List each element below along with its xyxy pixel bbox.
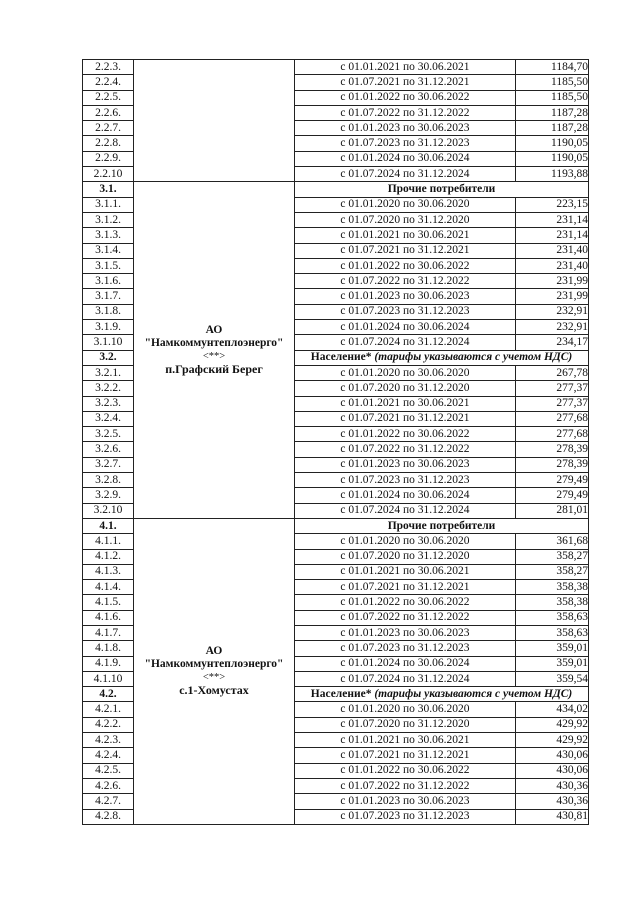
row-value: 223,15 [516,197,589,212]
row-period: с 01.07.2020 по 31.12.2020 [295,212,516,227]
row-period: с 01.01.2024 по 30.06.2024 [295,151,516,166]
row-value: 277,37 [516,396,589,411]
row-period: с 01.07.2024 по 31.12.2024 [295,671,516,686]
row-number: 4.2.7. [83,794,134,809]
row-number: 4.2.1. [83,702,134,717]
row-period: с 01.07.2022 по 31.12.2022 [295,778,516,793]
row-period: с 01.07.2023 по 31.12.2023 [295,473,516,488]
row-period: с 01.01.2020 по 30.06.2020 [295,534,516,549]
group-label-cell [295,350,589,365]
row-value: 359,01 [516,641,589,656]
row-number: 4.1.4. [83,580,134,595]
group-label-cell [295,182,589,197]
row-number: 3.1.2. [83,212,134,227]
group-header-row [83,518,589,533]
row-period: с 01.07.2023 по 31.12.2023 [295,641,516,656]
row-value: 279,49 [516,473,589,488]
row-number: 3.1.10 [83,335,134,350]
row-value: 430,06 [516,748,589,763]
row-period: с 01.07.2024 по 31.12.2024 [295,335,516,350]
row-value: 277,68 [516,427,589,442]
row-period: с 01.01.2021 по 30.06.2021 [295,733,516,748]
row-period: с 01.01.2024 по 30.06.2024 [295,656,516,671]
group-label: Прочие потребители [387,519,496,532]
row-period: с 01.01.2021 по 30.06.2021 [295,228,516,243]
row-value: 234,17 [516,335,589,350]
row-number: 2.2.5. [83,90,134,105]
org-footnote-mark: <**> [202,672,226,684]
row-period: с 01.01.2022 по 30.06.2022 [295,258,516,273]
row-number: 4.2.3. [83,733,134,748]
table-row [83,60,589,75]
group-note: (тарифы указываются с учетом НДС) [374,351,573,364]
org-location: п.Графский Берег [165,362,263,377]
row-value: 267,78 [516,365,589,380]
row-value: 358,38 [516,580,589,595]
row-value: 231,99 [516,274,589,289]
row-value: 430,81 [516,809,589,824]
row-number: 3.2.10 [83,503,134,518]
row-number: 3.2.4. [83,411,134,426]
row-period: с 01.07.2022 по 31.12.2022 [295,610,516,625]
row-number: 3.1.7. [83,289,134,304]
row-number: 4.1.1. [83,534,134,549]
row-number: 3.2.1. [83,365,134,380]
row-value: 358,63 [516,625,589,640]
row-value: 277,68 [516,411,589,426]
row-number: 3.2.6. [83,442,134,457]
org-location: с.1-Хомустах [179,683,249,698]
row-number: 2.2.7. [83,121,134,136]
row-number: 4.2.8. [83,809,134,824]
group-label-cell [295,518,589,533]
org-cell [134,182,295,519]
row-number: 3.1.1. [83,197,134,212]
row-period: с 01.01.2023 по 30.06.2023 [295,289,516,304]
row-period: с 01.07.2020 по 31.12.2020 [295,549,516,564]
tariff-table [82,59,589,825]
row-value: 429,92 [516,733,589,748]
group-label: Население* [310,351,372,364]
row-value: 361,68 [516,534,589,549]
group-number: 3.1. [83,182,134,197]
row-value: 1185,50 [516,90,589,105]
row-period: с 01.07.2023 по 31.12.2023 [295,809,516,824]
org-footnote-mark: <**> [202,351,226,363]
row-value: 231,40 [516,258,589,273]
row-number: 4.1.5. [83,595,134,610]
row-value: 279,49 [516,488,589,503]
row-value: 277,37 [516,381,589,396]
row-period: с 01.07.2021 по 31.12.2021 [295,243,516,258]
row-value: 278,39 [516,442,589,457]
row-value: 359,54 [516,671,589,686]
row-number: 3.2.3. [83,396,134,411]
row-value: 1184,70 [516,60,589,75]
group-number: 3.2. [83,350,134,365]
row-period: с 01.01.2022 по 30.06.2022 [295,427,516,442]
group-header-row [83,182,589,197]
row-number: 3.2.7. [83,457,134,472]
row-value: 231,14 [516,212,589,227]
row-number: 3.2.2. [83,381,134,396]
row-number: 4.1.8. [83,641,134,656]
row-period: с 01.01.2023 по 30.06.2023 [295,794,516,809]
row-number: 4.1.6. [83,610,134,625]
row-period: с 01.07.2021 по 31.12.2021 [295,748,516,763]
org-type: АО [205,324,223,337]
row-number: 3.2.8. [83,473,134,488]
row-number: 3.1.6. [83,274,134,289]
row-period: с 01.01.2021 по 30.06.2021 [295,60,516,75]
row-number: 3.1.8. [83,304,134,319]
row-number: 2.2.3. [83,60,134,75]
row-number: 4.1.2. [83,549,134,564]
row-period: с 01.07.2024 по 31.12.2024 [295,503,516,518]
row-value: 231,40 [516,243,589,258]
row-period: с 01.07.2023 по 31.12.2023 [295,304,516,319]
row-number: 4.1.3. [83,564,134,579]
row-value: 1187,28 [516,121,589,136]
row-number: 4.2.2. [83,717,134,732]
org-name: "Намкоммунтеплоэнерго" [144,337,284,350]
row-period: с 01.01.2022 по 30.06.2022 [295,595,516,610]
row-period: с 01.01.2022 по 30.06.2022 [295,90,516,105]
row-number: 3.1.3. [83,228,134,243]
row-value: 358,27 [516,549,589,564]
row-value: 430,36 [516,778,589,793]
row-period: с 01.01.2023 по 30.06.2023 [295,625,516,640]
row-period: с 01.01.2020 по 30.06.2020 [295,702,516,717]
row-number: 4.1.7. [83,625,134,640]
row-value: 1185,50 [516,75,589,90]
row-number: 3.2.5. [83,427,134,442]
row-value: 358,63 [516,610,589,625]
row-period: с 01.01.2024 по 30.06.2024 [295,488,516,503]
row-period: с 01.01.2021 по 30.06.2021 [295,396,516,411]
row-period: с 01.01.2024 по 30.06.2024 [295,320,516,335]
row-value: 231,99 [516,289,589,304]
row-period: с 01.01.2023 по 30.06.2023 [295,121,516,136]
row-value: 232,91 [516,304,589,319]
org-cell [134,60,295,182]
row-number: 3.1.5. [83,258,134,273]
group-note: (тарифы указываются с учетом НДС) [374,687,573,700]
row-period: с 01.01.2020 по 30.06.2020 [295,365,516,380]
org-name: "Намкоммунтеплоэнерго" [144,658,284,671]
row-period: с 01.01.2020 по 30.06.2020 [295,197,516,212]
row-value: 358,27 [516,564,589,579]
row-number: 4.1.10 [83,671,134,686]
row-period: с 01.07.2022 по 31.12.2022 [295,274,516,289]
row-period: с 01.07.2022 по 31.12.2022 [295,105,516,120]
group-label: Население* [310,687,372,700]
row-value: 434,02 [516,702,589,717]
row-number: 2.2.6. [83,105,134,120]
row-value: 1190,05 [516,151,589,166]
row-value: 231,14 [516,228,589,243]
row-number: 4.2.6. [83,778,134,793]
row-period: с 01.07.2021 по 31.12.2021 [295,580,516,595]
row-number: 3.2.9. [83,488,134,503]
row-value: 430,06 [516,763,589,778]
row-number: 4.2.4. [83,748,134,763]
row-period: с 01.07.2022 по 31.12.2022 [295,442,516,457]
row-number: 4.1.9. [83,656,134,671]
group-label: Прочие потребители [387,183,496,196]
row-number: 2.2.9. [83,151,134,166]
row-value: 359,01 [516,656,589,671]
tariff-table-body [83,60,589,825]
row-period: с 01.01.2022 по 30.06.2022 [295,763,516,778]
group-number: 4.2. [83,687,134,702]
row-period: с 01.07.2021 по 31.12.2021 [295,75,516,90]
row-value: 1187,28 [516,105,589,120]
row-value: 358,38 [516,595,589,610]
row-period: с 01.07.2020 по 31.12.2020 [295,381,516,396]
row-value: 430,36 [516,794,589,809]
row-number: 2.2.10 [83,167,134,182]
row-number: 3.1.4. [83,243,134,258]
row-period: с 01.07.2023 по 31.12.2023 [295,136,516,151]
row-number: 2.2.8. [83,136,134,151]
row-period: с 01.01.2023 по 30.06.2023 [295,457,516,472]
row-value: 429,92 [516,717,589,732]
row-value: 1190,05 [516,136,589,151]
row-number: 2.2.4. [83,75,134,90]
row-value: 278,39 [516,457,589,472]
row-period: с 01.07.2021 по 31.12.2021 [295,411,516,426]
row-period: с 01.07.2020 по 31.12.2020 [295,717,516,732]
row-period: с 01.07.2024 по 31.12.2024 [295,167,516,182]
row-value: 232,91 [516,320,589,335]
row-number: 3.1.9. [83,320,134,335]
org-type: АО [205,645,223,658]
group-number: 4.1. [83,518,134,533]
row-value: 1193,88 [516,167,589,182]
row-period: с 01.01.2021 по 30.06.2021 [295,564,516,579]
row-value: 281,01 [516,503,589,518]
row-number: 4.2.5. [83,763,134,778]
group-label-cell [295,687,589,702]
org-cell [134,518,295,824]
